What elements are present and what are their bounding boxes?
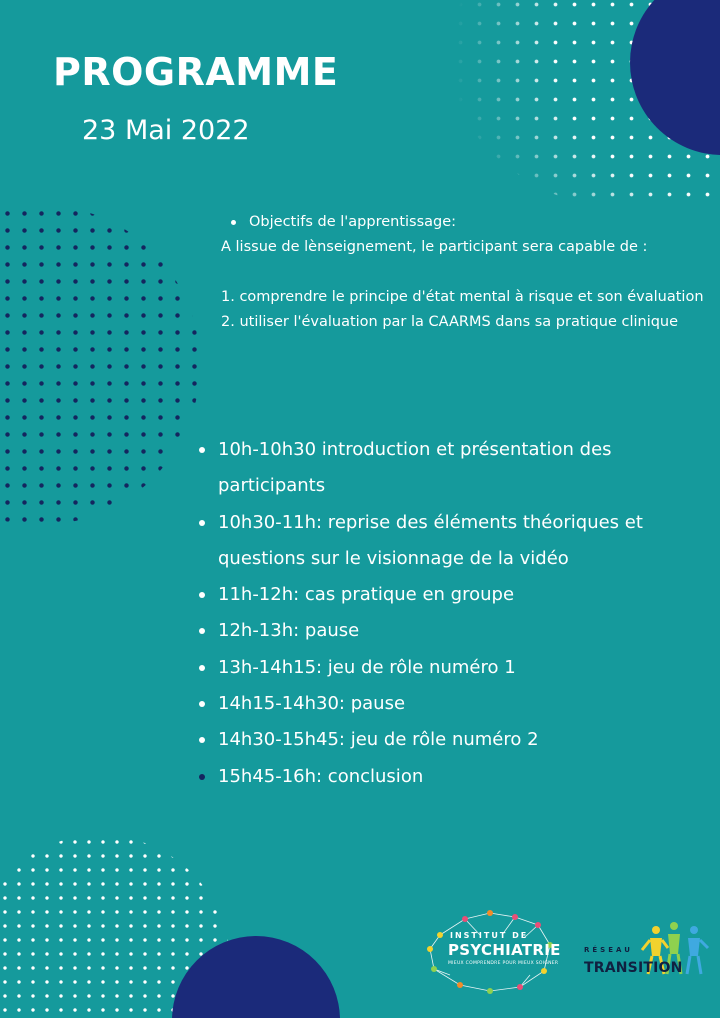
schedule-item: 15h45-16h: conclusion — [196, 759, 696, 795]
page-title: PROGRAMME — [53, 50, 339, 94]
institut-psychiatrie-logo — [420, 905, 560, 995]
bullet-dot-icon — [231, 220, 236, 225]
schedule-item: 10h-10h30 introduction et présentation des participants — [196, 432, 696, 505]
schedule-item: 14h30-15h45: jeu de rôle numéro 2 — [196, 722, 696, 758]
reseau-logo-line1: RÉSEAU — [584, 946, 633, 954]
reseau-logo-line2: TRANSITION — [584, 960, 683, 976]
objective-item: 2. utiliser l'évaluation par la CAARMS dans sa pratique clinique — [221, 314, 679, 330]
schedule-item: 13h-14h15: jeu de rôle numéro 1 — [196, 650, 696, 686]
institut-logo-line3: MIEUX COMPRENDRE POUR MIEUX SOIGNER — [448, 961, 559, 966]
reseau-transition-logo — [582, 918, 712, 988]
objective-item: 1. comprendre le principe d'état mental à risque et son évaluation — [221, 289, 704, 305]
schedule-item: 12h-13h: pause — [196, 613, 696, 649]
institut-logo-line1: INSTITUT DE — [450, 931, 529, 940]
schedule-item: 14h15-14h30: pause — [196, 686, 696, 722]
schedule-item: 11h-12h: cas pratique en groupe — [196, 577, 696, 613]
institut-logo-line2: PSYCHIATRIE — [448, 941, 561, 959]
event-date: 23 Mai 2022 — [82, 115, 250, 146]
schedule-list — [196, 432, 696, 795]
objectives-heading-text: Objectifs de l'apprentissage: — [249, 214, 457, 230]
dot-pattern-left — [0, 205, 200, 525]
objectives-heading — [221, 210, 716, 235]
objectives-intro: A lissue de lènseignement, le participant sera capable de : — [221, 239, 648, 255]
schedule-item: 10h30-11h: reprise des éléments théoriques et questions sur le visionnage de la vidéo — [196, 505, 696, 578]
objectives-block — [221, 210, 716, 335]
